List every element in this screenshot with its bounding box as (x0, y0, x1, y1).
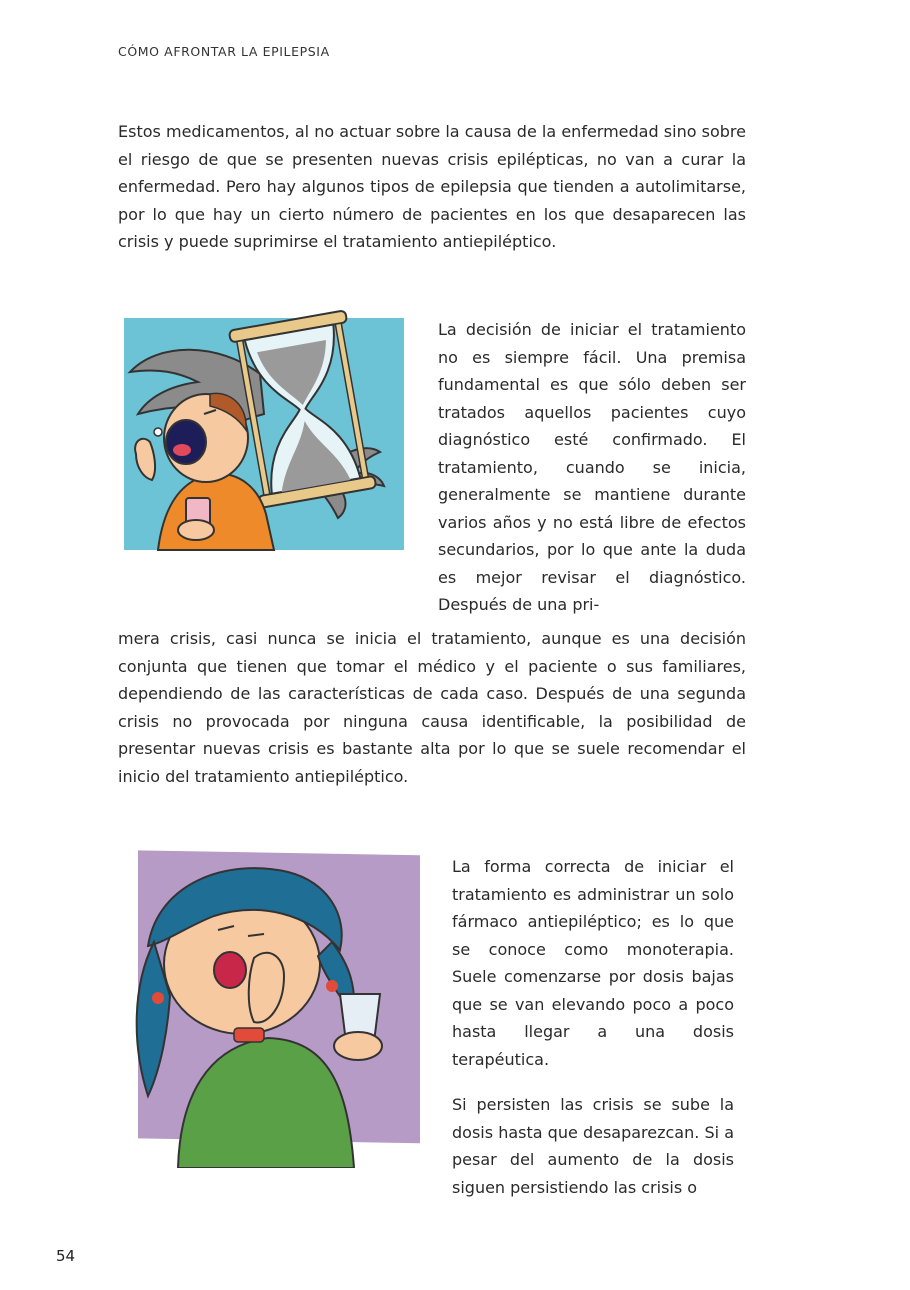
boy-pill-hourglass-illustration (118, 302, 412, 586)
page-number: 54 (56, 1247, 76, 1265)
running-title: CÓMO AFRONTAR LA EPILEPSIA (118, 44, 330, 59)
paragraph-treatment-decision-side: La decisión de iniciar el tratamiento no es siempre fácil. Una premisa fundamental es que sólo deben ser tratados aquellos pacientes cuyo diagnóstico esté confirmado. El tratamiento, cuando se inicia, generalmente se mantiene durante varios años y no está libre de efectos secundarios, por lo que ante la duda es mejor revisar el diagnóstico. Después de una pri- (438, 320, 746, 614)
paragraph-medications: Estos medicamentos, al no actuar sobre la causa de la enfermedad sino sobre el riesgo de que se presenten nuevas crisis epilépticas, no van a curar la enfermedad. Pero hay algunos tipos de epilepsia que tienden a autolimitarse, por lo que hay un cierto número de pacientes en los que desaparecen las crisis y puede suprimirse el tratamiento antiepiléptico. (118, 122, 746, 251)
paragraph-monotherapy: La forma correcta de iniciar el tratamiento es administrar un solo fármaco antiepiléptico; es lo que se conoce como monoterapia. Suele comenzarse por dosis bajas que se van elevando poco a poco hasta llegar a una dosis terapéutica. (452, 857, 734, 1069)
girl-pill-glass-illustration (118, 846, 420, 1168)
paragraph-treatment-decision-continued: mera crisis, casi nunca se inicia el tratamiento, aunque es una decisión conjunta que tienen que tomar el médico y el paciente o sus familiares, dependiendo de las características de cada caso. Después de una segunda crisis no provocada por ninguna causa identificable, la posibilidad de presentar nuevas crisis es bastante alta por lo que se suele recomendar el inicio del tratamiento antiepiléptico. (118, 629, 746, 786)
paragraph-dose-increase: Si persisten las crisis se sube la dosis hasta que desaparezcan. Si a pesar del aumento de la dosis siguen persistiendo las crisis o (452, 1095, 734, 1197)
